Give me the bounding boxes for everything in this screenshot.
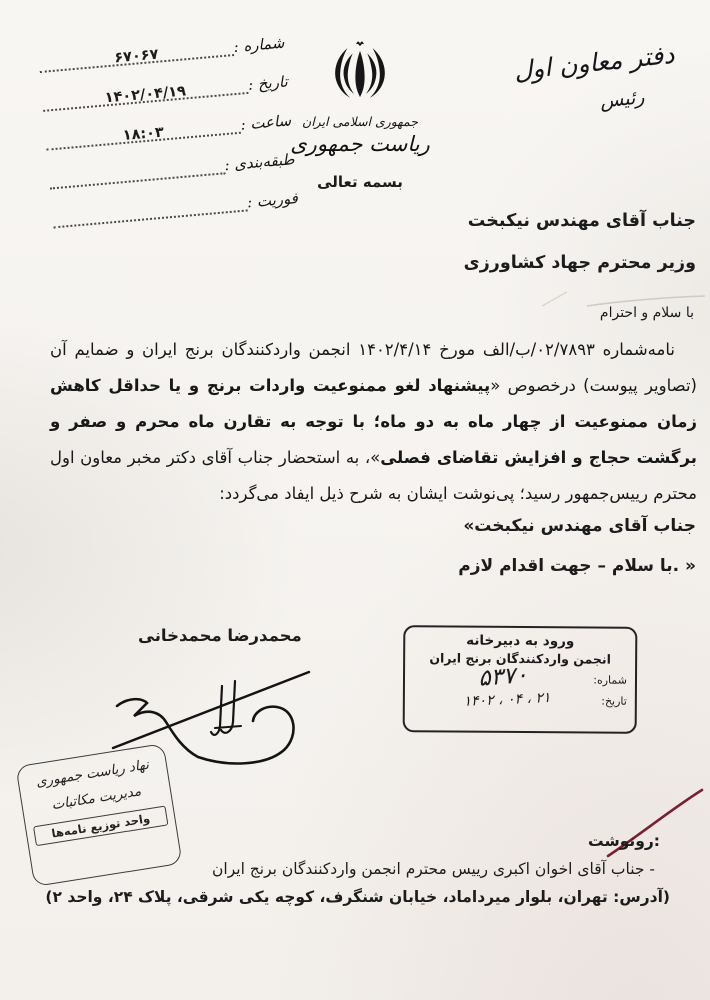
recipient-title: وزیر محترم جهاد کشاورزی: [463, 253, 696, 273]
cc-title: رونوشت:: [588, 832, 660, 850]
entry-stamp-date-row: [413, 691, 627, 708]
cc-address: (آدرس: تهران، بلوار میرداماد، خیابان شنگرف، کوچه یکی شرقی، پلاک ۲۴، واحد ۲): [45, 888, 670, 906]
quote-line2: با سلام – جهت اقدام لازم. »: [458, 556, 696, 576]
meta-row-time: [45, 107, 292, 150]
secretariat-entry-stamp: [403, 625, 638, 734]
entry-stamp-date-handwritten: ۱۴۰۲ ، ۰۴ ، ۲۱: [463, 689, 551, 710]
scan-crease-line-small: [540, 290, 570, 308]
distribution-stamp-line1: نهاد ریاست جمهوری: [34, 756, 151, 791]
classification-label: طبقه‌بندی :: [223, 150, 296, 175]
red-pen-stroke: [604, 786, 708, 862]
entry-stamp-title: ورود به دبیرخانه: [466, 632, 575, 650]
time-dotted-line: [45, 117, 241, 151]
distribution-stamp-unit: واحد توزیع نامه‌ها: [33, 806, 168, 847]
recipient-block: [464, 200, 696, 284]
handwritten-routing-note: [493, 38, 699, 124]
meta-row-number: [38, 30, 285, 73]
salutation-line: با سلام و احترام: [599, 305, 694, 321]
recipient-name: جناب آقای مهندس نیکبخت: [467, 211, 696, 231]
vp-annotation-quote: [458, 506, 696, 586]
body-text-opening: نامه‌شماره ۰۲/۷۸۹۳/ب/الف مورخ ۱۴۰۲/۴/۱۴ انجمن واردکنندگان برنج ایران و ضمایم آن (تصاویر پیوست) درخصوص «: [50, 340, 697, 395]
date-label: تاریخ :: [247, 72, 289, 94]
number-value: ۶۷۰۶۷: [113, 46, 160, 67]
quote-line1: «جناب آقای مهندس نیکبخت: [463, 516, 696, 536]
entry-stamp-number-label: شماره:: [593, 673, 628, 687]
time-label: ساعت :: [239, 111, 292, 134]
distribution-stamp-line2: مدیریت مکاتبات: [50, 783, 143, 814]
date-value: ۱۴۰۲/۰۴/۱۹: [104, 83, 187, 107]
body-text-subject-bold: پیشنهاد لغو ممنوعیت واردات برنج و یا حداقل کاهش زمان ممنوعیت از چهار ماه به دو ماه؛ با توجه به تقارن ماه محرم و صفر و برگشت حجاج و افزایش تقاضای فصلی: [50, 376, 697, 467]
signer-name: محمدرضا محمدخانی: [138, 626, 302, 645]
org-name-line2: ریاست جمهوری: [290, 132, 430, 156]
routing-note-office: دفتر معاون اول: [512, 39, 676, 86]
urgency-label: فوریت :: [246, 189, 299, 212]
iran-coat-of-arms-icon: [327, 36, 393, 108]
date-dotted-line: [42, 77, 249, 112]
letterhead-center-block: [258, 36, 462, 191]
entry-stamp-number-handwritten: ۵۳۷۰: [477, 661, 529, 692]
urgency-dotted-line: [52, 195, 248, 228]
entry-stamp-org: انجمن واردکنندگان برنج ایران: [429, 650, 611, 667]
number-label: شماره :: [232, 33, 285, 56]
meta-row-urgency: [52, 185, 299, 228]
body-text-closing: »، به استحضار جناب آقای دکتر مخبر معاون اول محترم رییس‌جمهور رسید؛ پی‌نوشت ایشان به شرح ذیل ایفاد می‌گردد:: [50, 448, 697, 503]
letter-body-paragraph: [50, 332, 697, 512]
org-name-line1: جمهوری اسلامی ایران: [302, 114, 418, 129]
number-dotted-line: [38, 39, 234, 73]
meta-row-date: [41, 69, 288, 112]
routing-note-raees: رئیس: [598, 86, 646, 113]
besmeh-taali: بسمه تعالی: [317, 173, 403, 191]
mail-distribution-stamp: [15, 743, 182, 887]
time-value: ۱۸:۰۳: [122, 124, 165, 144]
entry-stamp-date-label: تاریخ:: [601, 694, 627, 708]
cc-item: - جناب آقای اخوان اکبری رییس محترم انجمن واردکنندگان برنج ایران: [212, 860, 655, 878]
classification-dotted-line: [49, 158, 225, 189]
